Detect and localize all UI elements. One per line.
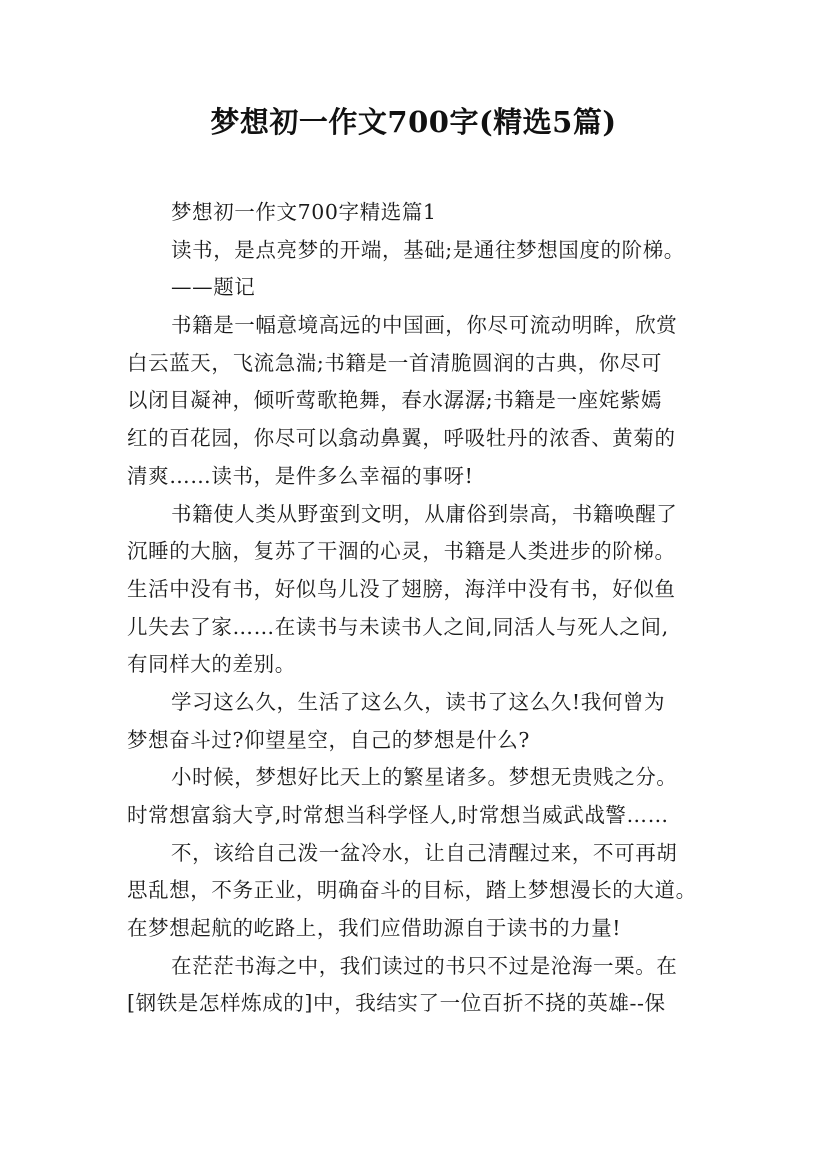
paragraph-line: 不，该给自己泼一盆冷水，让自己清醒过来，不可再胡	[171, 840, 678, 865]
paragraph-line: 书籍使人类从野蛮到文明，从庸俗到崇高，书籍唤醒了	[171, 501, 678, 526]
paragraph-line: 红的百花园，你尽可以翕动鼻翼，呼吸牡丹的浓香、黄菊的	[127, 426, 676, 451]
document-title: 梦想初一作文700字(精选5篇)	[210, 105, 617, 139]
paragraph-line: 书籍是一幅意境高远的中国画，你尽可流动明眸，欣赏	[171, 313, 678, 338]
paragraph-line: 小时候，梦想好比天上的繁星诸多。梦想无贵贱之分。	[171, 765, 678, 790]
paragraph-line: 有同样大的差别。	[127, 652, 296, 677]
paragraph-line: 儿失去了家……在读书与未读书人之间,同活人与死人之间,	[127, 614, 669, 639]
paragraph-line: 白云蓝天，飞流急湍;书籍是一首清脆圆润的古典，你尽可	[127, 350, 663, 375]
paragraph-line: 生活中没有书，好似鸟儿没了翅膀，海洋中没有书，好似鱼	[127, 576, 676, 601]
document-body	[127, 194, 717, 1023]
epigraph-attribution: ——题记	[171, 275, 256, 300]
paragraph-line: 以闭目凝神，倾听莺歌艳舞，春水潺潺;书籍是一座姹紫嫣	[127, 388, 663, 413]
paragraph-line: 在茫茫书海之中，我们读过的书只不过是沧海一栗。在	[171, 953, 678, 978]
paragraph-line: 沉睡的大脑，复苏了干涸的心灵，书籍是人类进步的阶梯。	[127, 539, 676, 564]
paragraph-line: 时常想富翁大亨,时常想当科学怪人,时常想当威武战警……	[127, 803, 669, 827]
paragraph-line: [钢铁是怎样炼成的]中，我结实了一位百折不挠的英雄--保	[127, 991, 666, 1016]
paragraph-line: 思乱想，不务正业，明确奋斗的目标，踏上梦想漫长的大道。	[127, 878, 697, 903]
paragraph-line: 梦想奋斗过?仰望星空，自己的梦想是什么?	[127, 727, 530, 752]
paragraph-line: 读书，是点亮梦的开端，基础;是通往梦想国度的阶梯。	[171, 237, 685, 262]
paragraph-line: 在梦想起航的屹路上，我们应借助源自于读书的力量!	[127, 916, 622, 941]
section-heading: 梦想初一作文700字精选篇1	[171, 200, 437, 224]
paragraph-line: 学习这么久，生活了这么久，读书了这么久!我何曾为	[171, 689, 666, 714]
paragraph-line: 清爽……读书，是件多么幸福的事呀!	[127, 463, 474, 488]
